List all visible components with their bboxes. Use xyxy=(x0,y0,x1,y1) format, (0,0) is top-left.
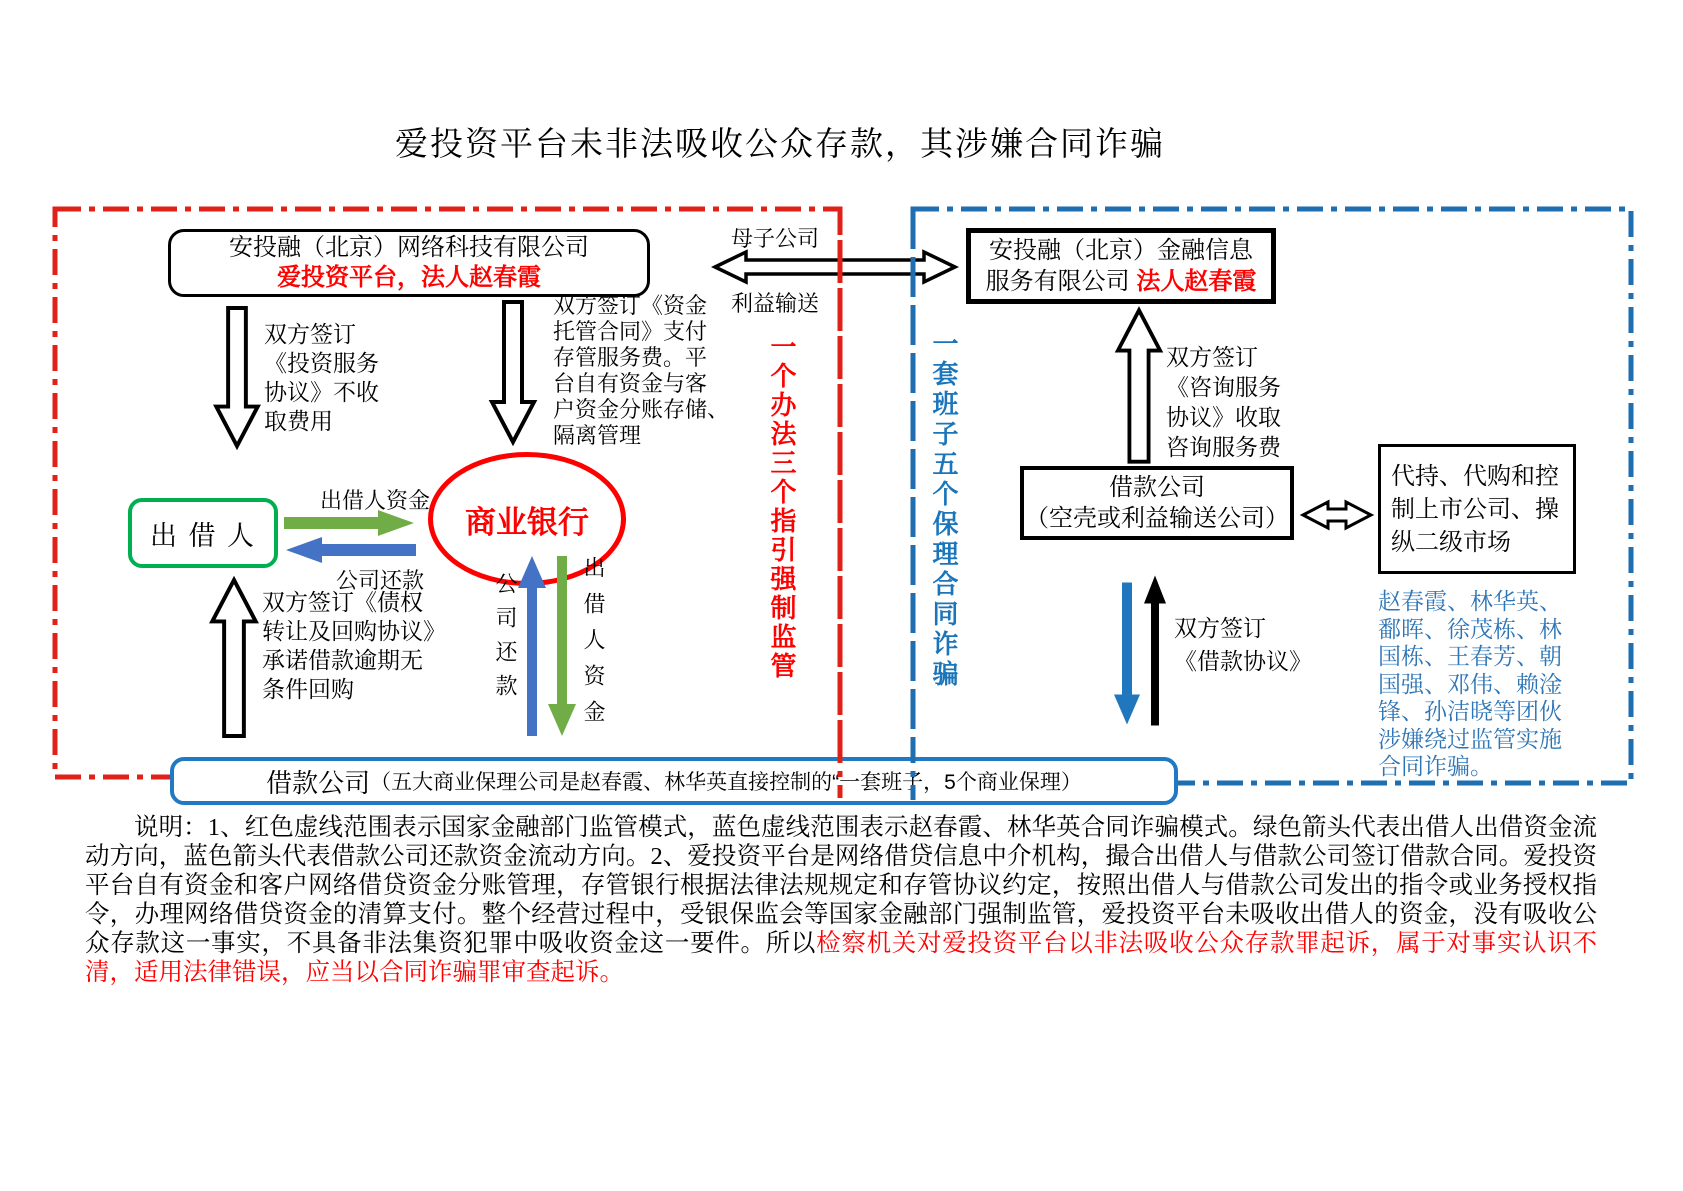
down-arrow-blue-icon xyxy=(1114,566,1140,741)
shell-borrower-name: 借款公司 xyxy=(1109,474,1205,501)
benefit-transfer-label: 利益输送 xyxy=(730,291,819,316)
market-manipulation-box: 代持、代购和控 制上市公司、操 纵二级市场 xyxy=(1378,444,1576,574)
fund-custody-agreement-label: 双方签订《资金 托管合同》支付 存管服务费。平 台自有资金与客 户资金分账存储、 隔离管理 xyxy=(553,293,730,448)
down-arrow-icon xyxy=(490,300,536,444)
explanation-red-text: 检察机关对爱投资平台以非法吸收公众存款罪起诉，属于对事实认识不清，适用法律错误，应当以合同诈骗罪审查起诉。 xyxy=(85,930,1597,986)
lender-funds-label: 出借人资金 xyxy=(319,488,430,513)
gang-members-text: 赵春霞、林华英、 鄱晖、徐茂栋、林 国栋、王春芳、朝 国强、邓伟、赖淦 锋、孙洁晓等团伙 涉嫌绕过监管实施 合同诈骗。 xyxy=(1378,588,1562,779)
company-repay-vertical-label: 公司还款 xyxy=(493,572,518,708)
company-repay-label: 公司还款 xyxy=(335,568,424,593)
subsidiary-name-line2: 服务有限公司 xyxy=(985,268,1137,295)
subsidiary-name-line1: 安投融（北京）金融信息 xyxy=(989,237,1253,264)
borrower-companies-title: 借款公司 xyxy=(266,767,371,798)
loan-agreement-label: 双方签订 《借款协议》 xyxy=(1174,615,1312,674)
shell-borrower-desc: （空壳或利益输送公司） xyxy=(1025,505,1289,532)
parent-company-box xyxy=(168,229,650,297)
lender-box: 出 借 人 xyxy=(128,498,278,568)
down-arrow-icon xyxy=(214,306,260,448)
right-arrow-green-icon xyxy=(284,510,416,536)
up-arrow-black-icon xyxy=(1144,558,1166,743)
commercial-bank-ellipse: 商业银行 xyxy=(428,452,626,586)
up-arrow-icon xyxy=(1116,308,1162,464)
lender-funds-vertical-label: 出借人资金 xyxy=(581,556,606,736)
subsidiary-company-box xyxy=(966,228,1276,304)
left-arrow-blue-icon xyxy=(284,537,416,563)
fraud-slogan-vertical: 一套班子五个保理合同诈骗 xyxy=(929,330,959,690)
invest-service-agreement-label: 双方签订 《投资服务 协议》不收 取费用 xyxy=(264,321,379,434)
double-arrow-icon xyxy=(712,249,958,285)
double-arrow-icon xyxy=(1300,498,1374,532)
explanation-black-text: 说明：1、红色虚线范围表示国家金融部门监管模式，蓝色虚线范围表示赵春霞、林华英合同诈骗模式。绿色箭头代表出借人出借资金流动方向，蓝色箭头代表借款公司还款资金流动方向。2、爱投资平台是网络借贷信息中介机构，撮合出借人与借款公司签订借款合同。爱投资平台自有资金和客户网络借贷资金分账管理，存管银行根据法律法规规定和存管协议约定，按照出借人与借款公司发出的指令或业务授权指令，办理网络借贷资金的清算支付。整个经营过程中，受银保监会等国家金融部门强制监管，爱投资平台未吸收出借人的资金，没有吸收公众存款这一事实，不具备非法集资犯罪中吸收资金这一要件。所以 xyxy=(85,814,1597,957)
parent-company-name: 安投融（北京）网络科技有限公司 xyxy=(229,234,589,261)
parent-company-platform: 爱投资平台，法人赵春霞 xyxy=(277,264,541,291)
page-title: 爱投资平台未非法吸收公众存款，其涉嫌合同诈骗 xyxy=(395,125,1165,162)
parent-child-label: 母子公司 xyxy=(730,226,819,251)
borrower-companies-box xyxy=(170,757,1178,805)
borrower-companies-note: （五大商业保理公司是赵春霞、林华英直接控制的“一套班子，5个商业保理） xyxy=(370,771,1082,794)
subsidiary-legal-person: 法人赵春霞 xyxy=(1136,268,1257,295)
consult-agreement-label: 双方签订 《咨询服务 协议》收取 咨询服务费 xyxy=(1166,344,1281,460)
shell-borrower-box xyxy=(1020,466,1294,540)
regulation-slogan-vertical: 一个办法三个指引强制监管 xyxy=(767,333,797,681)
down-arrow-green-icon xyxy=(548,556,576,736)
up-arrow-icon xyxy=(210,578,258,738)
repurchase-agreement-label: 双方签订《债权 转让及回购协议》 承诺借款逾期无 条件回购 xyxy=(262,589,446,702)
up-arrow-blue-icon xyxy=(518,556,546,736)
